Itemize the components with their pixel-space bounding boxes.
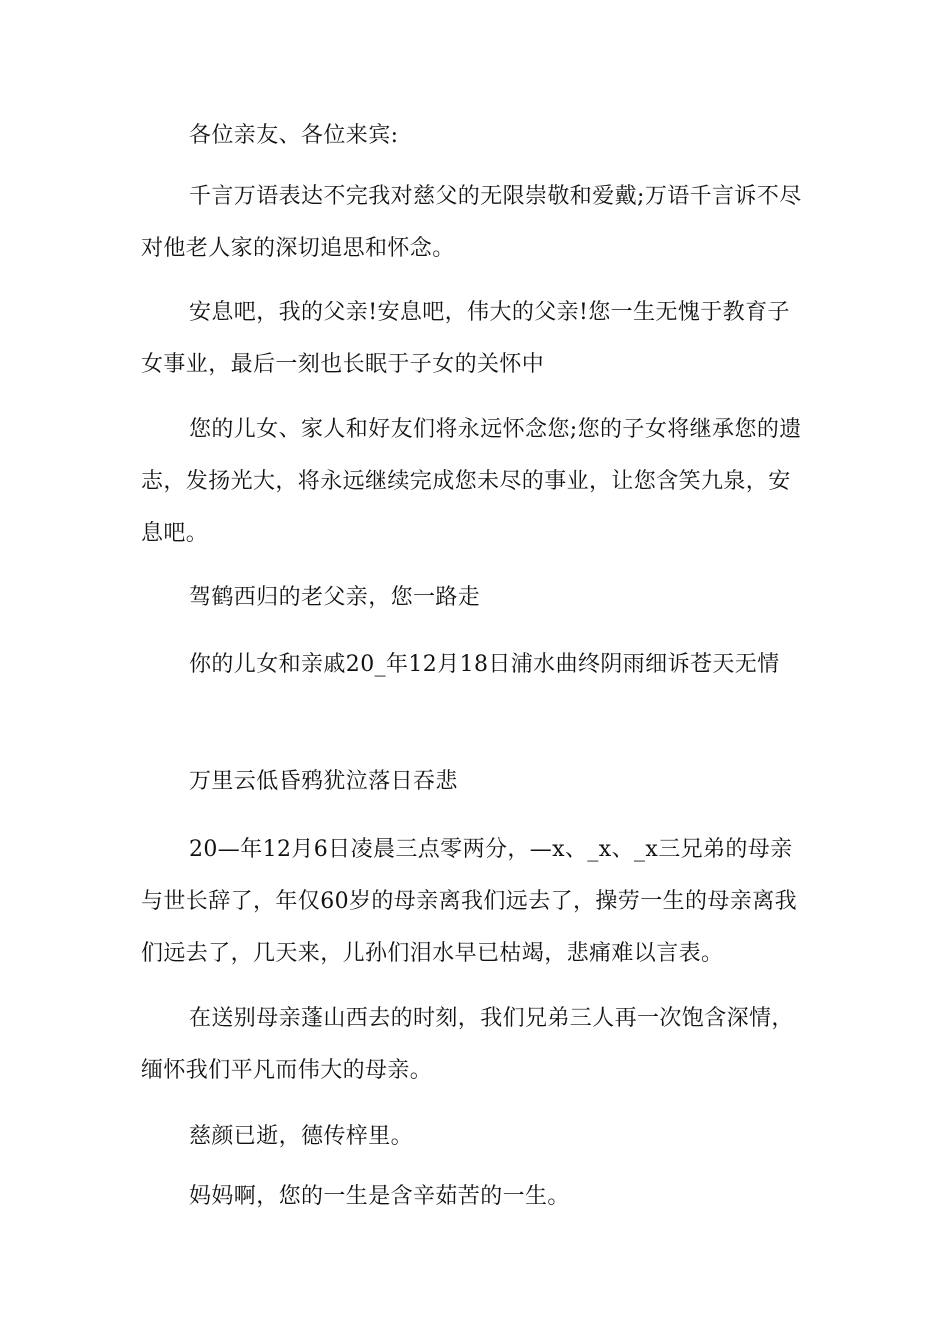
paragraph-greeting: 各位亲友、各位来宾: (189, 123, 399, 148)
paragraph-4: 驾鹤西归的老父亲，您一路走 (189, 585, 481, 610)
paragraph-9: 慈颜已逝，德传梓里。 (189, 1124, 414, 1149)
paragraph-6: 万里云低昏鸦犹泣落日吞悲 (189, 769, 458, 794)
paragraph-5: 你的儿女和亲戚20_年12月18日浦水曲终阴雨细诉苍天无情 (189, 652, 780, 677)
paragraph-10: 妈妈啊，您的一生是含辛茹苦的一生。 (189, 1184, 570, 1209)
paragraph-1: 千言万语表达不完我对慈父的无限崇敬和爱戴;万语千言诉不尽对他老人家的深切追思和怀念。 (141, 184, 802, 261)
paragraph-8: 在送别母亲蓬山西去的时刻，我们兄弟三人再一次饱含深情，缅怀我们平凡而伟大的母亲。 (141, 1006, 794, 1083)
paragraph-2: 安息吧，我的父亲!安息吧，伟大的父亲!您一生无愧于教育子女事业，最后一刻也长眠于子女的关怀中 (141, 300, 790, 377)
paragraph-3: 您的儿女、家人和好友们将永远怀念您;您的子女将继承您的遗志，发扬光大，将永远继续完成您未尽的事业，让您含笑九泉，安息吧。 (141, 417, 802, 546)
paragraph-7: 20—年12月6日凌晨三点零两分，—x、_x、_x三兄弟的母亲与世长辞了，年仅60岁的母亲离我们远去了，操劳一生的母亲离我们远去了，几天来，儿孙们泪水早已枯竭，悲痛难以言表。 (141, 837, 797, 966)
